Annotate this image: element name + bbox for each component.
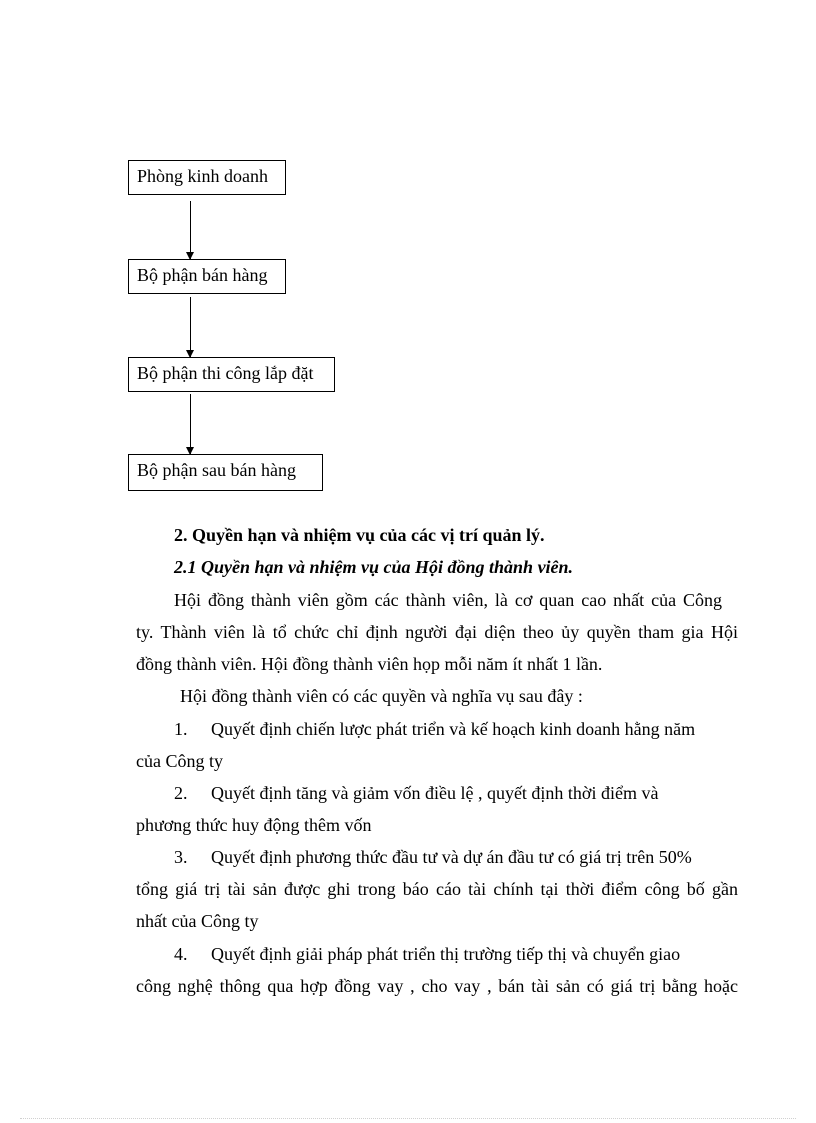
list-item-3-line-2: tổng giá trị tài sản được ghi trong báo cáo tài chính tại thời điểm công bố gần bbox=[136, 879, 738, 899]
list-item-number: 2. bbox=[174, 783, 188, 803]
flowchart-box-sales: Bộ phận bán hàng bbox=[128, 259, 286, 294]
section-subheading: 2.1 Quyền hạn và nhiệm vụ của Hội đồng thành viên. bbox=[174, 557, 574, 577]
list-item-2-line-1 bbox=[174, 781, 738, 805]
flowchart-box-installation: Bộ phận thi công lắp đặt bbox=[128, 357, 335, 392]
flowchart-box-business-dept: Phòng kinh doanh bbox=[128, 160, 286, 195]
list-item-number: 1. bbox=[174, 719, 188, 739]
paragraph-2: Hội đồng thành viên có các quyền và nghĩa vụ sau đây : bbox=[180, 686, 583, 706]
list-item-3-line-1 bbox=[174, 845, 738, 869]
page-bottom-rule bbox=[20, 1118, 796, 1119]
list-item-text: Quyết định phương thức đầu tư và dự án đầu tư có giá trị trên 50% bbox=[211, 847, 692, 867]
list-item-text: Quyết định chiến lược phát triển và kế hoạch kinh doanh hằng năm bbox=[211, 719, 696, 739]
flowchart-arrow-3 bbox=[190, 394, 191, 454]
flowchart-arrow-1 bbox=[190, 201, 191, 259]
flowchart-arrow-2 bbox=[190, 297, 191, 357]
list-item-4-line-1 bbox=[174, 942, 738, 966]
flowchart-box-after-sales: Bộ phận sau bán hàng bbox=[128, 454, 323, 491]
list-item-2-line-2: phương thức huy động thêm vốn bbox=[136, 815, 372, 835]
list-item-3-line-3: nhất của Công ty bbox=[136, 911, 259, 931]
section-heading: 2. Quyền hạn và nhiệm vụ của các vị trí quản lý. bbox=[174, 525, 545, 545]
list-item-1-line-2: của Công ty bbox=[136, 751, 223, 771]
paragraph-1-line-3: đồng thành viên. Hội đồng thành viên họp mỗi năm ít nhất 1 lần. bbox=[136, 654, 603, 674]
list-item-4-line-2: công nghệ thông qua hợp đồng vay , cho vay , bán tài sản có giá trị bằng hoặc bbox=[136, 976, 738, 996]
list-item-number: 4. bbox=[174, 944, 188, 964]
list-item-1-line-1 bbox=[174, 717, 738, 741]
paragraph-1-line-2: ty. Thành viên là tổ chức chỉ định người đại diện theo ủy quyền tham gia Hội bbox=[136, 622, 738, 642]
list-item-text: Quyết định tăng và giảm vốn điều lệ , quyết định thời điểm và bbox=[211, 783, 659, 803]
paragraph-1-line-1: Hội đồng thành viên gồm các thành viên, là cơ quan cao nhất của Công bbox=[174, 590, 722, 610]
list-item-number: 3. bbox=[174, 847, 188, 867]
list-item-text: Quyết định giải pháp phát triển thị trường tiếp thị và chuyển giao bbox=[211, 944, 681, 964]
